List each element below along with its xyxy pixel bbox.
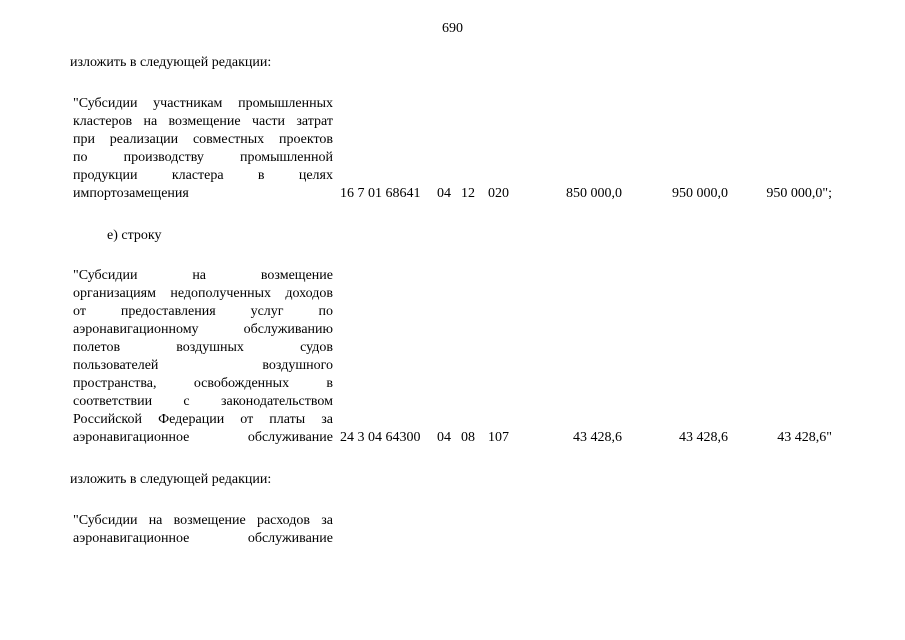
description-word: "Субсидии xyxy=(73,268,138,283)
description-word: услуг xyxy=(250,304,284,319)
row-1-vr-code: 020 xyxy=(488,186,509,201)
description-word: предоставления xyxy=(120,304,216,319)
row-2-amount-year-2: 43 428,6 xyxy=(679,430,728,445)
description-word: части xyxy=(251,114,286,129)
description-word: "Субсидии xyxy=(73,513,138,528)
description-word: кластеров xyxy=(73,114,133,129)
description-word: "Субсидии xyxy=(73,96,138,111)
description-line xyxy=(73,113,333,131)
description-word: промышленной xyxy=(240,150,333,165)
description-line xyxy=(73,285,333,303)
description-word: производству xyxy=(123,150,204,165)
row-2-amount-year-1: 43 428,6 xyxy=(573,430,622,445)
description-line xyxy=(73,530,333,548)
description-word: пространства, xyxy=(73,376,157,391)
description-word: целях xyxy=(298,168,333,183)
row-2-rz-code: 04 xyxy=(437,430,451,445)
description-word: обслуживанию xyxy=(243,322,333,337)
description-word: полетов xyxy=(73,340,121,355)
description-word: в xyxy=(326,376,333,391)
description-word: на xyxy=(148,513,163,528)
description-line xyxy=(73,411,333,429)
description-word: от xyxy=(73,304,86,319)
description-word: по xyxy=(73,150,88,165)
description-word: совместных xyxy=(192,132,265,147)
description-word: затрат xyxy=(296,114,333,129)
description-line xyxy=(73,303,333,321)
description-word: за xyxy=(321,513,333,528)
description-word: обслуживание xyxy=(247,531,333,546)
description-word: кластера xyxy=(171,168,224,183)
row-2-amount-year-3: 43 428,6" xyxy=(777,430,832,445)
row-3-description xyxy=(73,512,333,548)
description-line xyxy=(73,267,333,285)
description-word: организациям xyxy=(73,286,156,301)
row-1-pr-code: 12 xyxy=(461,186,475,201)
description-word: освобожденных xyxy=(193,376,290,391)
description-line xyxy=(73,149,333,167)
description-line xyxy=(73,339,333,357)
description-line xyxy=(73,167,333,185)
description-word: расходов xyxy=(256,513,311,528)
row-1-rz-code: 04 xyxy=(437,186,451,201)
description-word: возмещение xyxy=(173,513,246,528)
description-word: на xyxy=(143,114,158,129)
description-word: с xyxy=(183,394,190,409)
row-1-csr-code: 16 7 01 68641 xyxy=(340,186,421,201)
description-word: аэронавигационному xyxy=(73,322,199,337)
description-word: обслуживание xyxy=(247,430,333,445)
paragraph-intro-1: изложить в следующей редакции: xyxy=(70,55,272,70)
description-line xyxy=(73,321,333,339)
description-line xyxy=(73,375,333,393)
paragraph-intro-2: изложить в следующей редакции: xyxy=(70,472,272,487)
description-line xyxy=(73,95,333,113)
row-1-description xyxy=(73,95,333,203)
description-line xyxy=(73,393,333,411)
description-word: за xyxy=(321,412,333,427)
description-word: промышленных xyxy=(238,96,333,111)
description-word: возмещение xyxy=(260,268,333,283)
description-word: возмещение xyxy=(168,114,241,129)
row-2-vr-code: 107 xyxy=(488,430,509,445)
description-word: доходов xyxy=(285,286,333,301)
description-word: соответствии xyxy=(73,394,153,409)
row-2-csr-code: 24 3 04 64300 xyxy=(340,430,421,445)
description-line xyxy=(73,185,333,203)
description-word: реализации xyxy=(109,132,179,147)
description-word: участникам xyxy=(153,96,223,111)
description-word: при xyxy=(73,132,95,147)
row-1-amount-year-3: 950 000,0"; xyxy=(766,186,832,201)
description-word: в xyxy=(257,168,265,183)
description-word: Российской xyxy=(73,412,142,427)
description-word: импортозамещения xyxy=(73,186,189,201)
row-1-amount-year-1: 850 000,0 xyxy=(566,186,622,201)
description-word: законодательством xyxy=(220,394,333,409)
description-line xyxy=(73,131,333,149)
description-word: по xyxy=(318,304,333,319)
description-word: воздушного xyxy=(262,358,333,373)
description-word: судов xyxy=(300,340,333,355)
row-2-description xyxy=(73,267,333,447)
description-line xyxy=(73,429,333,447)
description-word: от xyxy=(240,412,254,427)
description-word: недополученных xyxy=(170,286,271,301)
paragraph-item-e: е) строку xyxy=(107,228,162,243)
page-number: 690 xyxy=(442,21,463,36)
description-word: пользователей xyxy=(73,358,159,373)
description-word: аэронавигационное xyxy=(73,430,190,445)
row-1-amount-year-2: 950 000,0 xyxy=(672,186,728,201)
description-word: на xyxy=(192,268,207,283)
description-word: продукции xyxy=(73,168,138,183)
description-line xyxy=(73,512,333,530)
description-line xyxy=(73,357,333,375)
description-word: воздушных xyxy=(176,340,244,355)
description-word: аэронавигационное xyxy=(73,531,190,546)
description-word: платы xyxy=(269,412,306,427)
description-word: проектов xyxy=(278,132,333,147)
row-2-pr-code: 08 xyxy=(461,430,475,445)
description-word: Федерации xyxy=(158,412,225,427)
